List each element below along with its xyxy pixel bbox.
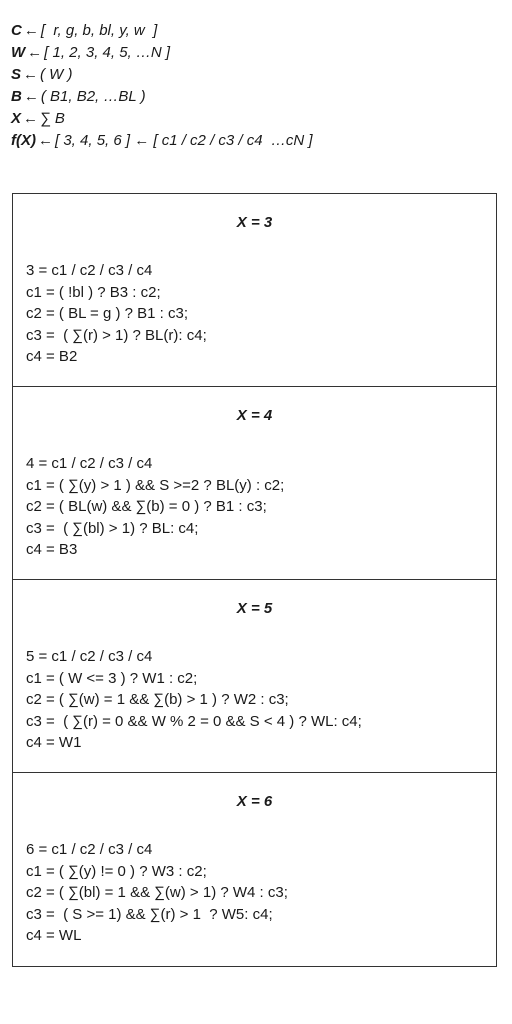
case-line: c3 = ( S >= 1) && ∑(r) > 1 ? W5: c4; <box>26 905 273 923</box>
definition-symbol: B <box>11 88 22 105</box>
definition-line <box>11 108 491 130</box>
case-title: X = 6 <box>236 793 273 810</box>
case-line: 6 = c1 / c2 / c3 / c4 <box>26 841 153 858</box>
case-title: X = 5 <box>236 600 273 617</box>
definition-value: ( B1, B2, …BL ) <box>40 88 146 105</box>
case-line: 5 = c1 / c2 / c3 / c4 <box>26 648 153 665</box>
case-title: X = 3 <box>236 214 273 231</box>
definitions-block <box>11 20 491 152</box>
cases-table <box>12 193 497 967</box>
case-line: c4 = WL <box>26 927 82 944</box>
case-line: c1 = ( W <= 3 ) ? W1 : c2; <box>26 669 198 687</box>
case-body <box>26 453 284 561</box>
left-arrow-icon: ← <box>38 132 53 149</box>
case-line: c3 = ( ∑(r) > 1) ? BL(r): c4; <box>26 326 207 344</box>
case-line: c2 = ( ∑(bl) = 1 && ∑(w) > 1) ? W4 : c3; <box>26 884 288 901</box>
case-line: c4 = B3 <box>26 541 78 558</box>
left-arrow-icon: ← <box>23 66 39 83</box>
case-line: c2 = ( BL(w) && ∑(b) = 0 ) ? B1 : c3; <box>26 498 267 515</box>
definition-value: ( W ) <box>40 66 73 83</box>
case-line: c1 = ( !bl ) ? B3 : c2; <box>26 283 161 301</box>
definition-line <box>11 42 491 64</box>
definition-line <box>11 86 491 108</box>
definition-line <box>11 20 491 42</box>
definition-symbol: C <box>11 22 22 39</box>
definition-line <box>11 130 491 152</box>
definition-line <box>11 64 491 86</box>
definition-value: [ 3, 4, 5, 6 ] ← [ c1 / c2 / c3 / c4 …cN ] <box>55 132 313 149</box>
case-line: c4 = W1 <box>26 734 82 751</box>
case-body <box>26 839 288 947</box>
case-line: c3 = ( ∑(bl) > 1) ? BL: c4; <box>26 519 199 537</box>
left-arrow-icon: ← <box>23 110 39 127</box>
left-arrow-icon: ← <box>23 88 39 105</box>
case-section-x4 <box>13 387 496 580</box>
case-section-x6 <box>13 773 496 966</box>
definition-value: [ r, g, b, bl, y, w ] <box>40 22 158 39</box>
case-line: c4 = B2 <box>26 348 78 365</box>
case-title: X = 4 <box>236 407 273 424</box>
left-arrow-icon: ← <box>23 22 39 39</box>
case-line: c1 = ( ∑(y) != 0 ) ? W3 : c2; <box>26 862 207 880</box>
definition-symbol: W <box>11 44 26 61</box>
definition-symbol: S <box>11 66 22 83</box>
case-line: c2 = ( ∑(w) = 1 && ∑(b) > 1 ) ? W2 : c3; <box>26 691 289 708</box>
case-section-x5 <box>13 580 496 773</box>
case-body <box>26 646 362 754</box>
left-arrow-icon: ← <box>27 44 43 61</box>
case-line: c1 = ( ∑(y) > 1 ) && S >=2 ? BL(y) : c2; <box>26 476 285 494</box>
definition-value: [ 1, 2, 3, 4, 5, …N ] <box>44 44 171 61</box>
definition-symbol: f(X) <box>11 132 36 149</box>
case-line: c3 = ( ∑(r) = 0 && W % 2 = 0 && S < 4 ) ? WL: c4; <box>26 712 362 730</box>
case-section-x3 <box>13 194 496 387</box>
case-line: 4 = c1 / c2 / c3 / c4 <box>26 455 153 472</box>
case-line: 3 = c1 / c2 / c3 / c4 <box>26 262 153 279</box>
case-body <box>26 260 207 368</box>
definition-symbol: X <box>11 110 22 127</box>
case-line: c2 = ( BL = g ) ? B1 : c3; <box>26 305 189 322</box>
definition-value: ∑ B <box>40 110 65 127</box>
